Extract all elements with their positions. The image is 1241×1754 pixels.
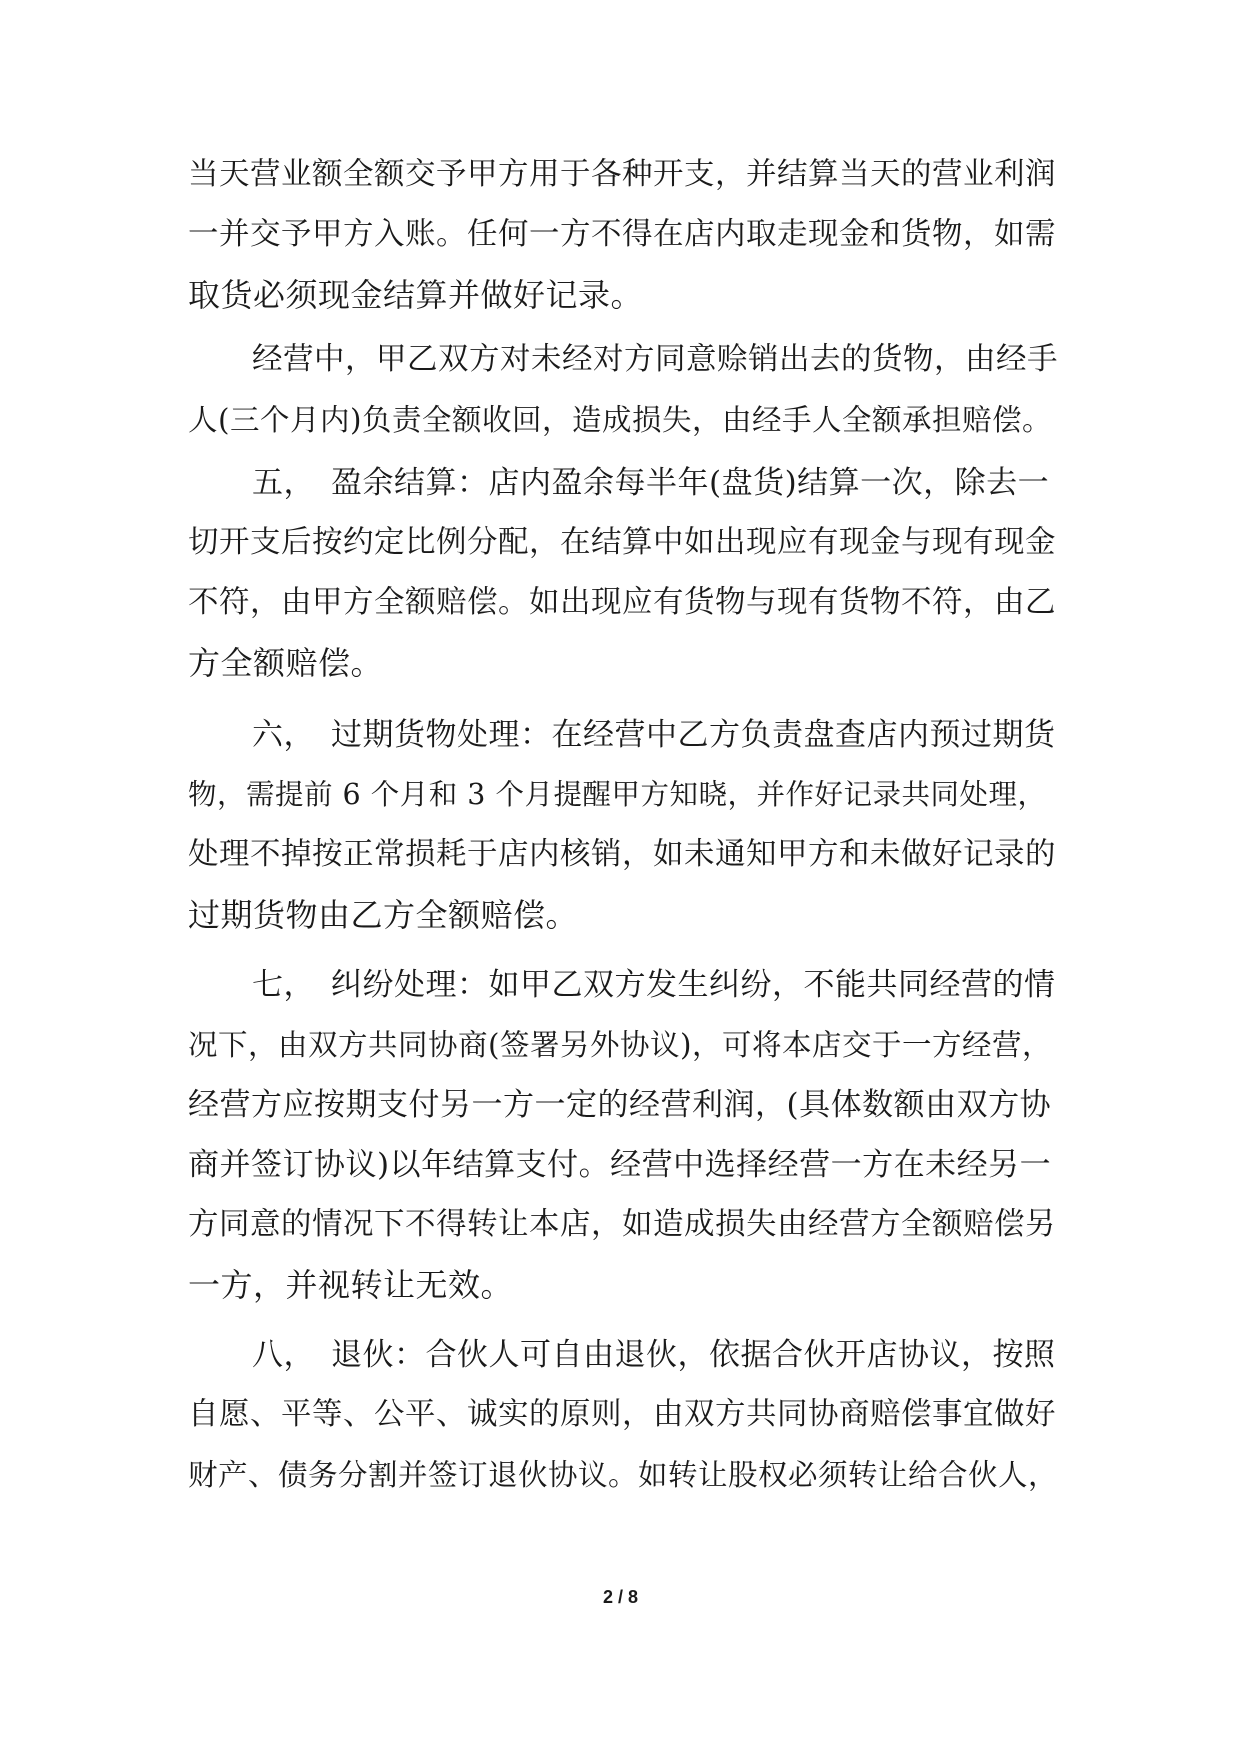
paragraph-5-line-4: 方全额赔偿。 — [188, 644, 384, 682]
paragraph-2-line-2: 人(三个月内)负责全额收回，造成损失，由经手人全额承担赔偿。 — [188, 403, 1053, 437]
paragraph-7-line-1: 七， 纠纷处理：如甲乙双方发生纠纷，不能共同经营的情 — [252, 967, 1056, 1003]
paragraph-5-line-1: 五， 盈余结算：店内盈余每半年(盘货)结算一次，除去一 — [252, 465, 1050, 501]
paragraph-6-line-3: 处理不掉按正常损耗于店内核销，如未通知甲方和未做好记录的 — [188, 837, 1056, 872]
paragraph-8-line-2: 自愿、平等、公平、诚实的原则，由双方共同协商赔偿事宜做好 — [188, 1397, 1056, 1432]
paragraph-7-line-6: 一方，并视转让无效。 — [188, 1266, 514, 1304]
paragraph-8-line-1: 八， 退伙：合伙人可自由退伙，依据合伙开店协议，按照 — [252, 1337, 1056, 1373]
paragraph-5-line-3: 不符，由甲方全额赔偿。如出现应有货物与现有货物不符，由乙 — [188, 585, 1056, 620]
paragraph-6-line-1: 六， 过期货物处理：在经营中乙方负责盘查店内预过期货 — [252, 717, 1056, 753]
paragraph-1-line-2: 一并交予甲方入账。任何一方不得在店内取走现金和货物，如需 — [188, 217, 1056, 252]
paragraph-6-line-2: 物，需提前 6 个月和 3 个月提醒甲方知晓，并作好记录共同处理， — [188, 778, 1047, 811]
paragraph-7-line-2: 况下，由双方共同协商(签署另外协议)，可将本店交于一方经营， — [188, 1028, 1053, 1062]
paragraph-8-line-3: 财产、债务分割并签订退伙协议。如转让股权必须转让给合伙人， — [188, 1458, 1059, 1492]
paragraph-7-line-5: 方同意的情况下不得转让本店，如造成损失由经营方全额赔偿另 — [188, 1207, 1056, 1242]
paragraph-2-line-1: 经营中，甲乙双方对未经对方同意赊销出去的货物，由经手 — [252, 342, 1058, 377]
paragraph-6-line-4: 过期货物由乙方全额赔偿。 — [188, 896, 579, 934]
page-number: 2 / 8 — [602, 1587, 639, 1607]
paragraph-1-line-3: 取货必须现金结算并做好记录。 — [188, 276, 644, 314]
paragraph-1-line-1: 当天营业额全额交予甲方用于各种开支，并结算当天的营业利润 — [188, 157, 1056, 192]
paragraph-7-line-3: 经营方应按期支付另一方一定的经营利润，(具体数额由双方协 — [188, 1087, 1052, 1123]
paragraph-5-line-2: 切开支后按约定比例分配，在结算中如出现应有现金与现有现金 — [188, 525, 1056, 560]
paragraph-7-line-4: 商并签订协议)以年结算支付。经营中选择经营一方在未经另一 — [188, 1147, 1052, 1183]
